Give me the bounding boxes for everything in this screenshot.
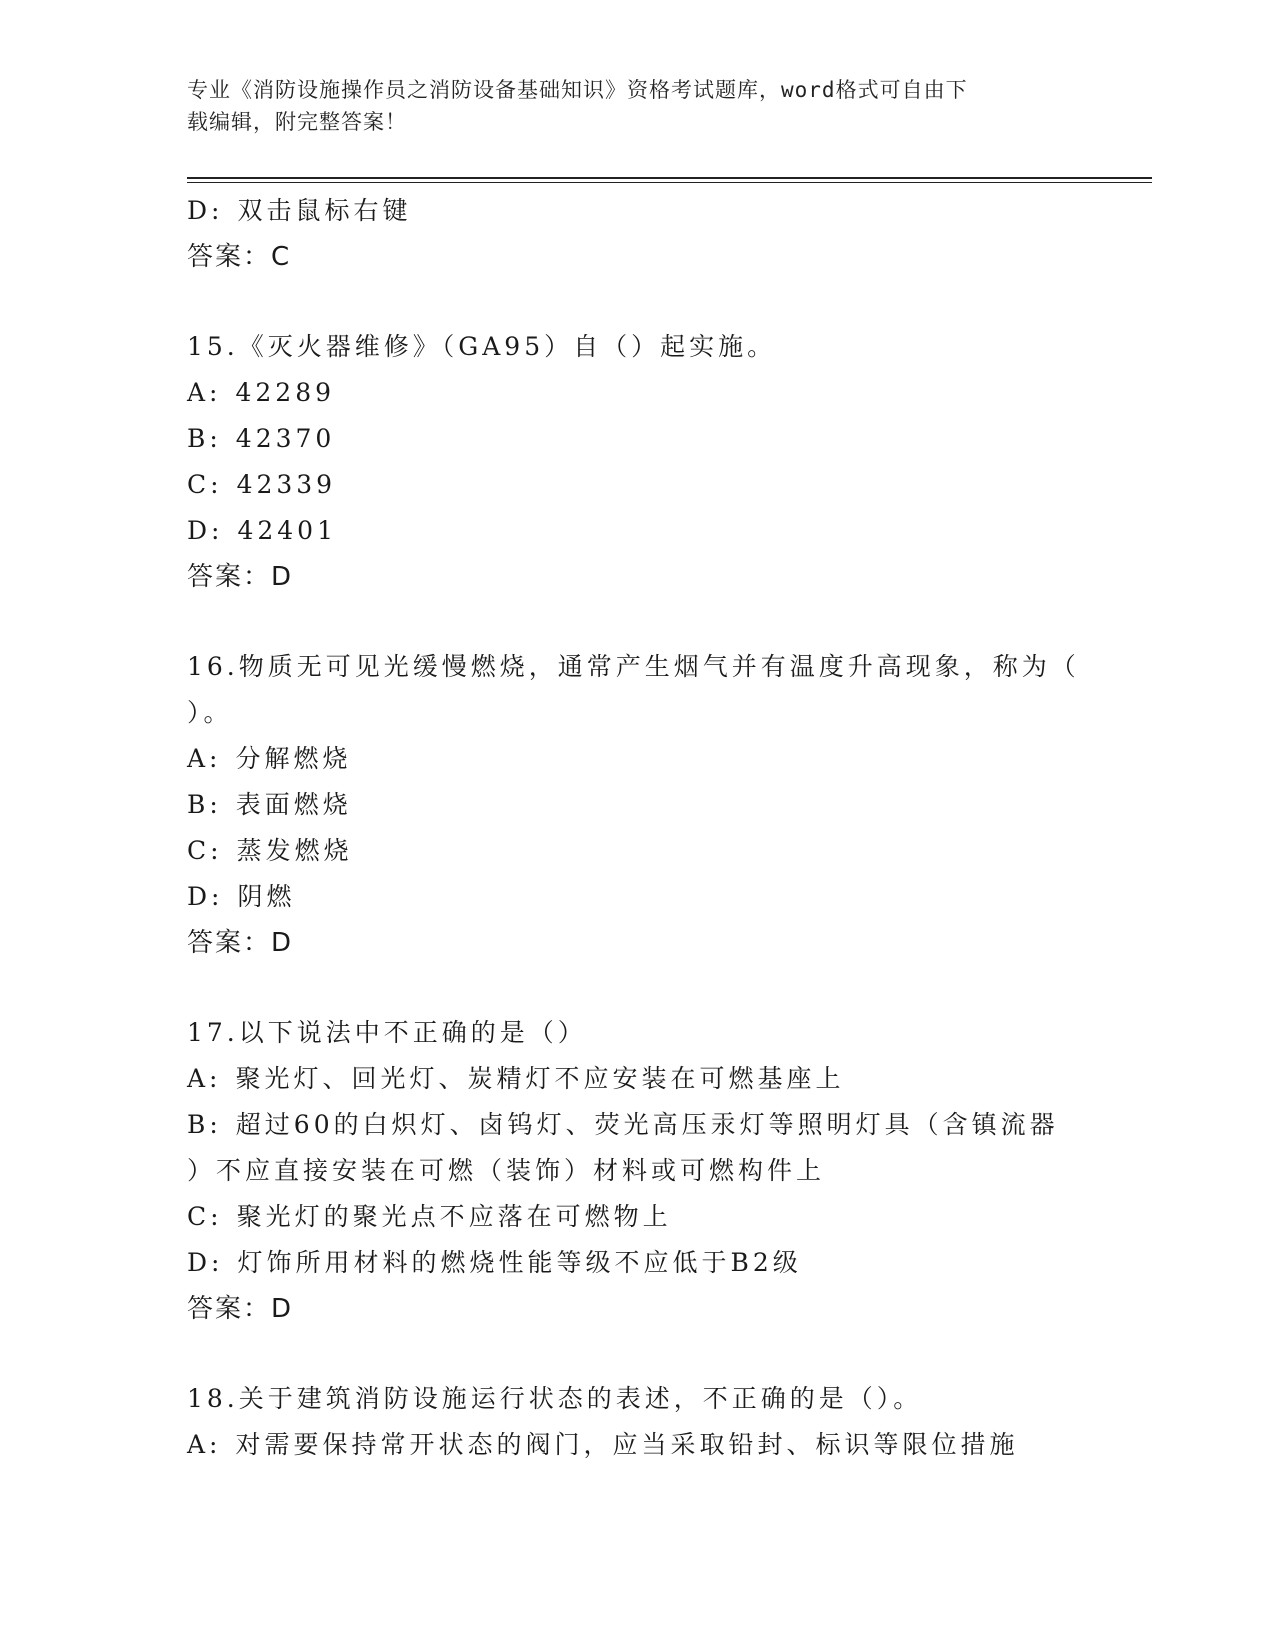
option-a xyxy=(187,1056,1087,1102)
option-d xyxy=(187,188,1087,234)
option-label: B: xyxy=(187,424,222,453)
option-text: 42401 xyxy=(237,516,337,545)
question-18 xyxy=(187,1376,1087,1468)
option-label: D: xyxy=(187,882,224,911)
option-text: 阴燃 xyxy=(237,882,296,911)
question-content xyxy=(187,188,1087,1468)
option-d xyxy=(187,874,1087,920)
option-label: A: xyxy=(187,1430,222,1459)
option-label: C: xyxy=(187,1202,223,1231)
header-line-2: 载编辑，附完整答案！ xyxy=(187,110,407,134)
option-text: 聚光灯的聚光点不应落在可燃物上 xyxy=(236,1202,672,1231)
option-label: C: xyxy=(187,836,223,865)
option-label: A: xyxy=(187,1064,222,1093)
option-text: 聚光灯、回光灯、炭精灯不应安装在可燃基座上 xyxy=(235,1064,845,1093)
option-text: 分解燃烧 xyxy=(235,744,352,773)
option-text: 对需要保持常开状态的阀门，应当采取铅封、标识等限位措施 xyxy=(235,1430,1019,1459)
option-label: D: xyxy=(187,196,224,225)
answer-line: 答案：D xyxy=(187,1294,294,1324)
option-label: A: xyxy=(187,378,222,407)
question-15 xyxy=(187,324,1087,600)
option-text: 表面燃烧 xyxy=(235,790,352,819)
option-text: 42370 xyxy=(235,424,336,453)
option-text: 超过60的白炽灯、卤钨灯、荧光高压汞灯等照明灯具（含镇流器 xyxy=(235,1110,1059,1139)
answer-line: 答案：D xyxy=(187,928,294,958)
option-text: 蒸发燃烧 xyxy=(236,836,353,865)
answer-line: 答案：C xyxy=(187,242,292,272)
option-b xyxy=(187,782,1087,828)
option-d xyxy=(187,1240,1087,1286)
option-a xyxy=(187,736,1087,782)
header-rule-thin xyxy=(187,182,1152,183)
option-c xyxy=(187,828,1087,874)
option-label: B: xyxy=(187,1110,222,1139)
question-stem: 15.《灭火器维修》（GA95）自（）起实施。 xyxy=(187,332,777,361)
option-text: 双击鼠标右键 xyxy=(237,196,412,225)
option-c xyxy=(187,1194,1087,1240)
option-label: D: xyxy=(187,516,224,545)
option-c xyxy=(187,462,1087,508)
header-line-1: 专业《消防设施操作员之消防设备基础知识》资格考试题库，word格式可自由下 xyxy=(187,78,968,102)
header-rule-thick xyxy=(187,177,1152,179)
option-b xyxy=(187,1102,1087,1148)
option-text: 42339 xyxy=(236,470,337,499)
option-label: B: xyxy=(187,790,222,819)
answer-line: 答案：D xyxy=(187,562,294,592)
question-17 xyxy=(187,1010,1087,1332)
question-stem: 17.以下说法中不正确的是（） xyxy=(187,1018,587,1047)
option-a xyxy=(187,1422,1087,1468)
option-label: C: xyxy=(187,470,223,499)
page-header xyxy=(187,74,1067,138)
option-d xyxy=(187,508,1087,554)
option-label: D: xyxy=(187,1248,224,1277)
question-stem-continued: ）。 xyxy=(187,698,233,727)
option-label: A: xyxy=(187,744,222,773)
option-b xyxy=(187,416,1087,462)
option-text: 灯饰所用材料的燃烧性能等级不应低于B2级 xyxy=(237,1248,802,1277)
question-stem: 16.物质无可见光缓慢燃烧，通常产生烟气并有温度升高现象，称为（ xyxy=(187,652,1080,681)
option-a xyxy=(187,370,1087,416)
option-b-continued: ）不应直接安装在可燃（装饰）材料或可燃构件上 xyxy=(187,1156,826,1185)
question-16 xyxy=(187,644,1087,966)
question-stem: 18.关于建筑消防设施运行状态的表述，不正确的是（）。 xyxy=(187,1384,923,1413)
option-text: 42289 xyxy=(235,378,336,407)
